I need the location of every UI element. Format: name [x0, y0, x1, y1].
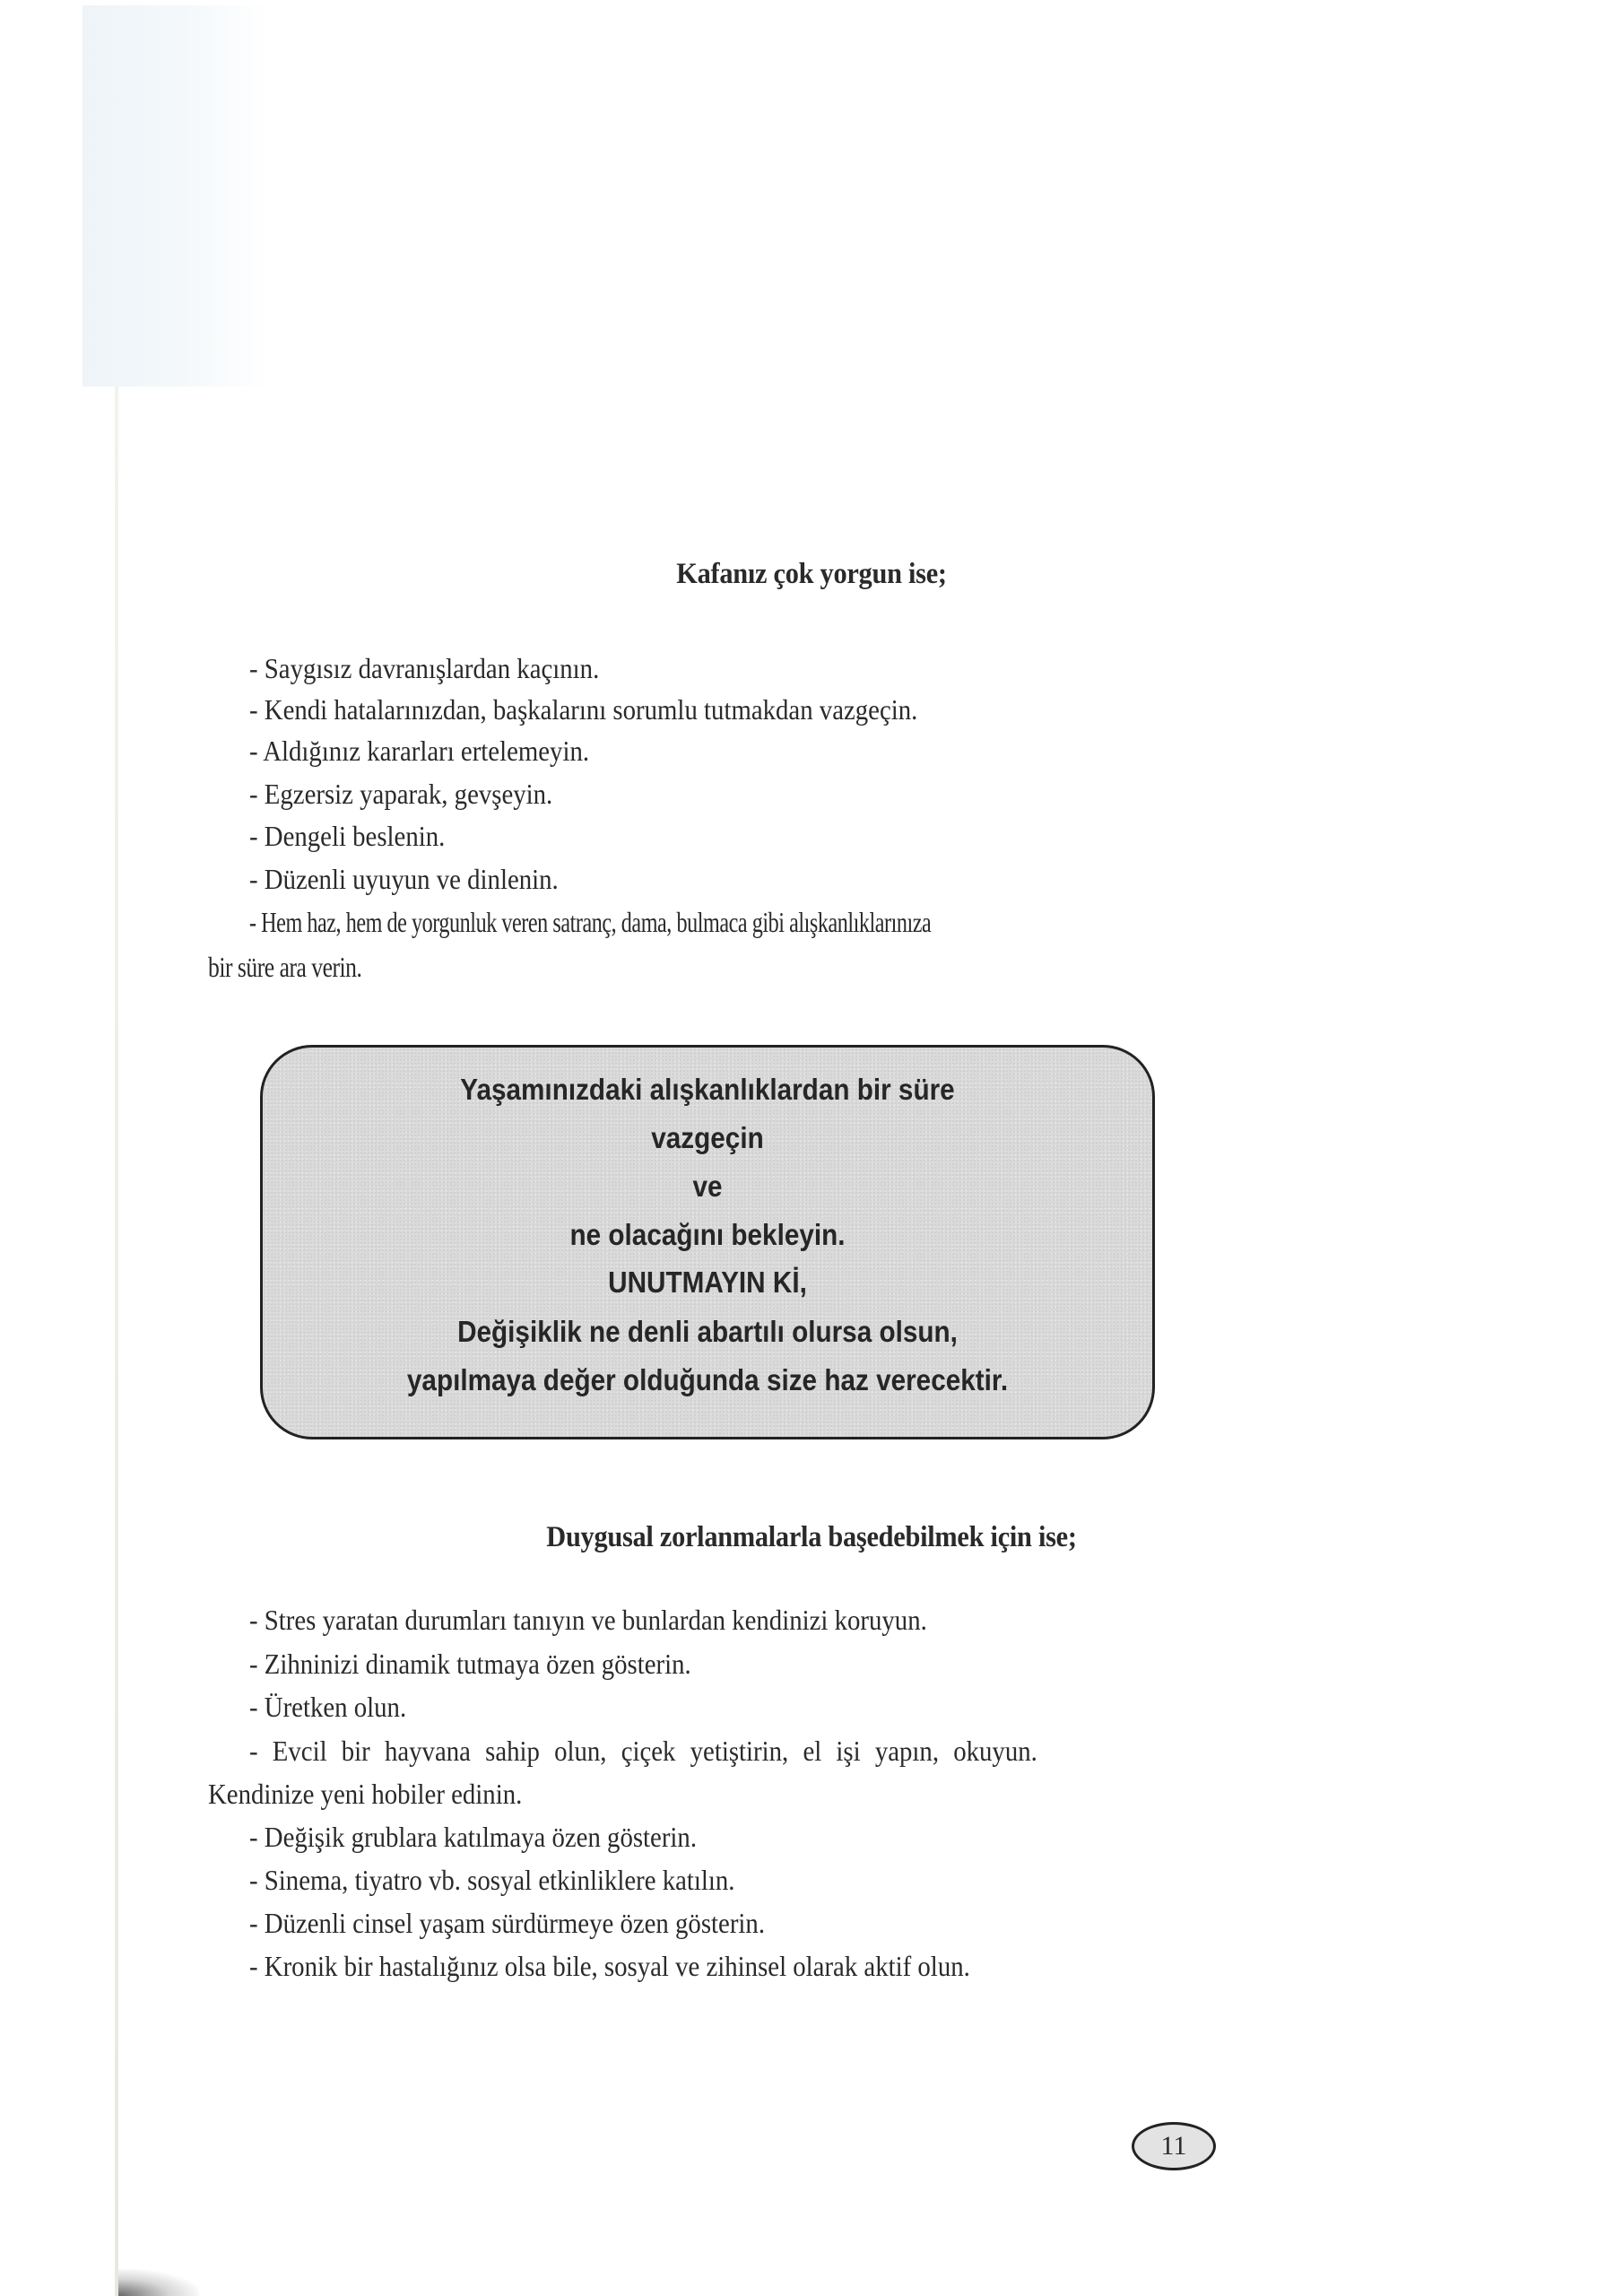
- list-item: - Dengeli beslenin.: [249, 820, 446, 852]
- callout-line: vazgeçin: [651, 1121, 764, 1154]
- list-item: - Değişik grublara katılmaya özen gösterin.: [249, 1821, 698, 1853]
- list-item: - Evcil bir hayvana sahip olun, çiçek yetiştirin, el işi yapın, okuyun.: [249, 1735, 1037, 1767]
- list-item: - Egzersiz yaparak, gevşeyin.: [249, 778, 553, 810]
- callout-box: [260, 1045, 1155, 1439]
- list-item: - Aldığınız kararları ertelemeyin.: [249, 735, 590, 767]
- callout-line: ve: [692, 1170, 723, 1203]
- list-item: - Kendi hatalarınızdan, başkalarını sorumlu tutmakdan vazgeçin.: [249, 693, 918, 726]
- list-item: - Saygısız davranışlardan kaçının.: [249, 652, 600, 684]
- section-heading-emotional: Duygusal zorlanmalarla başedebilmek için ise;: [546, 1521, 1077, 1553]
- list-item: - Düzenli cinsel yaşam sürdürmeye özen gösterin.: [249, 1907, 766, 1939]
- section-heading-tired: Kafanız çok yorgun ise;: [676, 558, 947, 590]
- callout-line: yapılmaya değer olduğunda size haz verecektir.: [406, 1363, 1009, 1396]
- callout-line: Değişiklik ne denli abartılı olursa olsun,: [457, 1315, 958, 1348]
- scan-tint: [82, 5, 271, 387]
- list-item: - Kronik bir hastalığınız olsa bile, sosyal ve zihinsel olarak aktif olun.: [249, 1950, 970, 1982]
- page-edge: [115, 386, 118, 2296]
- callout-line: ne olacağını bekleyin.: [569, 1218, 846, 1251]
- list-item-continuation: bir süre ara verin.: [208, 951, 362, 983]
- list-item: - Düzenli uyuyun ve dinlenin.: [249, 863, 559, 895]
- page-corner-shadow: [118, 2269, 199, 2296]
- list-item: - Stres yaratan durumları tanıyın ve bunlardan kendinizi koruyun.: [249, 1604, 927, 1636]
- list-item: - Zihninizi dinamik tutmaya özen gösterin.: [249, 1648, 691, 1680]
- page-number: [1132, 2122, 1216, 2170]
- callout-line: Yaşamınızdaki alışkanlıklardan bir süre: [460, 1073, 955, 1106]
- callout-line: UNUTMAYIN Kİ,: [608, 1265, 807, 1299]
- list-item: - Sinema, tiyatro vb. sosyal etkinliklere katılın.: [249, 1864, 735, 1896]
- list-item-continuation: Kendinize yeni hobiler edinin.: [208, 1778, 523, 1810]
- page-number-text: 11: [1160, 2131, 1187, 2161]
- list-item: - Üretken olun.: [249, 1691, 407, 1723]
- list-item: - Hem haz, hem de yorgunluk veren satranç, dama, bulmaca gibi alışkanlıklarınıza: [249, 906, 932, 938]
